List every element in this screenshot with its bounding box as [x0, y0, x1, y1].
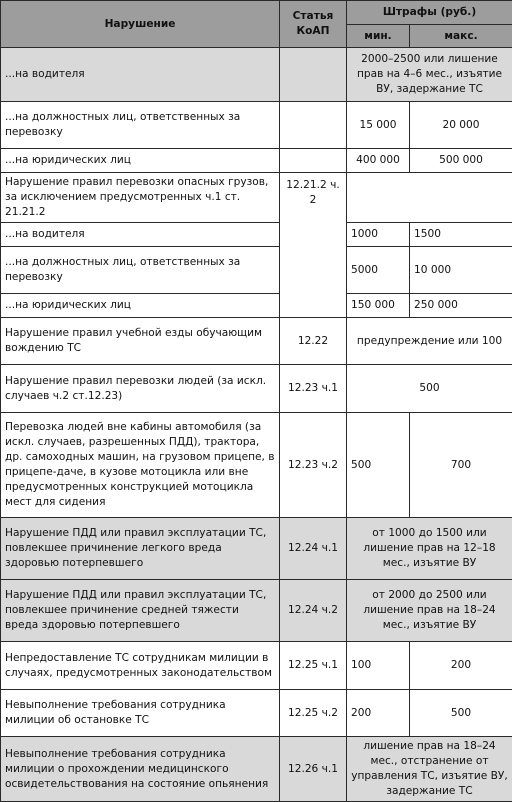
fine-min-cell: 200 [347, 690, 410, 737]
fine-cell: 2000–2500 или лишение прав на 4–6 мес., изъятие ВУ, задержание ТС [347, 48, 512, 102]
fine-cell: предупреждение или 100 [347, 318, 512, 365]
article-cell [280, 149, 347, 173]
fine-cell: 500 [347, 365, 512, 413]
violation-cell: ...на юридических лиц [1, 149, 280, 173]
table-row [1, 413, 512, 518]
fine-max-cell: 10 000 [410, 247, 512, 294]
table-row [1, 149, 512, 173]
article-cell: 12.22 [280, 318, 347, 365]
header-article: Статья КоАП [280, 1, 347, 48]
violation-cell: Нарушение правил перевозки людей (за искл. случаев ч.2 ст.12.23) [1, 365, 280, 413]
article-cell: 12.23 ч.2 [280, 413, 347, 518]
table-row [1, 642, 512, 690]
violation-cell: ...на юридических лиц [1, 294, 280, 318]
table-row [1, 518, 512, 580]
violation-cell: Непредоставление ТС сотрудникам милиции в случаях, предусмотренных законодательством [1, 642, 280, 690]
fine-cell: лишение прав на 18–24 мес., отстранение от управления ТС, изъятие ВУ, задержание ТС [347, 737, 512, 802]
article-cell [280, 48, 347, 102]
fine-max-cell: 700 [410, 413, 512, 518]
violation-cell: Невыполнение требования сотрудника милиции о прохождении медицинского освидетельствования на состояние опьянения [1, 737, 280, 802]
fine-max-cell: 500 000 [410, 149, 512, 173]
header-fines: Штрафы (руб.) [347, 1, 512, 25]
fine-cell-empty [347, 173, 512, 223]
fine-cell: от 2000 до 2500 или лишение прав на 18–24 мес., изъятие ВУ [347, 580, 512, 642]
header-violation: Нарушение [1, 1, 280, 48]
fine-cell: от 1000 до 1500 или лишение прав на 12–18 мес., изъятие ВУ [347, 518, 512, 580]
table-row [1, 173, 512, 223]
table-row [1, 247, 512, 294]
article-cell: 12.25 ч.2 [280, 690, 347, 737]
violation-cell: ...на должностных лиц, ответственных за перевозку [1, 102, 280, 149]
table-row [1, 223, 512, 247]
fine-min-cell: 15 000 [347, 102, 410, 149]
fine-min-cell: 1000 [347, 223, 410, 247]
violation-cell: Нарушение правил учебной езды обучающим вождению ТС [1, 318, 280, 365]
article-cell: 12.23 ч.1 [280, 365, 347, 413]
violation-cell: Нарушение правил перевозки опасных грузов, за исключением предусмотренных ч.1 ст. 21.21.2 [1, 173, 280, 223]
table-row [1, 737, 512, 802]
table-row [1, 294, 512, 318]
article-cell: 12.24 ч.1 [280, 518, 347, 580]
table-row [1, 365, 512, 413]
article-cell: 12.26 ч.1 [280, 737, 347, 802]
table-row [1, 580, 512, 642]
header-min: мин. [347, 25, 410, 48]
violation-cell: Невыполнение требования сотрудника милиции об остановке ТС [1, 690, 280, 737]
table-row [1, 102, 512, 149]
violation-cell: ...на водителя [1, 48, 280, 102]
fine-min-cell: 500 [347, 413, 410, 518]
article-cell [280, 102, 347, 149]
article-cell: 12.25 ч.1 [280, 642, 347, 690]
table-row [1, 48, 512, 102]
fine-max-cell: 20 000 [410, 102, 512, 149]
violation-cell: ...на должностных лиц, ответственных за перевозку [1, 247, 280, 294]
fine-max-cell: 1500 [410, 223, 512, 247]
violation-cell: Нарушение ПДД или правил эксплуатации ТС, повлекшее причинение средней тяжести вреда здоровью потерпевшего [1, 580, 280, 642]
fine-max-cell: 200 [410, 642, 512, 690]
fine-min-cell: 100 [347, 642, 410, 690]
article-cell: 12.21.2 ч. 2 [280, 173, 347, 318]
header-max: макс. [410, 25, 512, 48]
table-row [1, 318, 512, 365]
violation-cell: Нарушение ПДД или правил эксплуатации ТС, повлекшее причинение легкого вреда здоровью потерпевшего [1, 518, 280, 580]
fine-max-cell: 250 000 [410, 294, 512, 318]
table-row [1, 690, 512, 737]
article-cell: 12.24 ч.2 [280, 580, 347, 642]
fine-max-cell: 500 [410, 690, 512, 737]
violation-cell: Перевозка людей вне кабины автомобиля (за искл. случаев, разрешенных ПДД), трактора, др. самоходных машин, на грузовом прицепе, в прицепе-даче, в кузове мотоцикла или вне предусмотренных конструкцией мотоцикла мест для сидения [1, 413, 280, 518]
fine-min-cell: 150 000 [347, 294, 410, 318]
fine-min-cell: 400 000 [347, 149, 410, 173]
violation-cell: ...на водителя [1, 223, 280, 247]
fine-min-cell: 5000 [347, 247, 410, 294]
